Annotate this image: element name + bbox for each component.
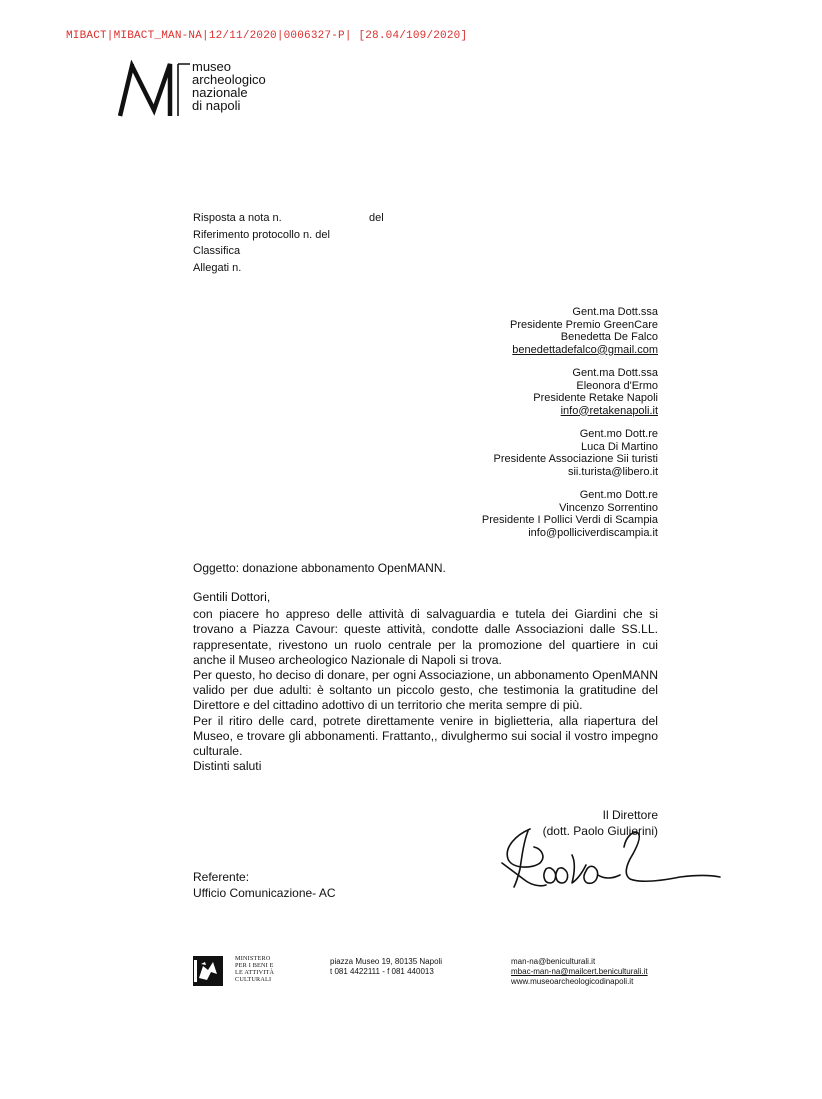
recipient-role: Presidente Premio GreenCare (510, 318, 658, 331)
logo-line-4: di napoli (192, 98, 241, 113)
ref-reply-note: Risposta a nota n. (193, 212, 282, 224)
recipient-2 (482, 367, 658, 417)
ref-attachments: Allegati n. (193, 261, 242, 274)
ministry-line-2: PER I BENI E (235, 962, 274, 969)
recipient-title: Gent.mo Dott.re (579, 428, 658, 440)
footer-website[interactable]: www.museoarcheologicodinapoli.it (511, 977, 634, 986)
recipient-name: Luca Di Martino (580, 440, 658, 453)
recipient-email[interactable]: info@polliciverdiscampia.it (528, 526, 658, 539)
letter-body (193, 590, 658, 774)
mann-logo-icon (118, 60, 190, 118)
ministry-name (235, 955, 274, 983)
protocol-stamp: MIBACT|MIBACT_MAN-NA|12/11/2020|0006327-P| [28.04/109/2020] (66, 30, 468, 42)
ministry-logo-icon (193, 956, 223, 986)
footer-email[interactable]: man-na@beniculturali.it (511, 957, 596, 966)
ministry-line-3: LE ATTIVITÀ (235, 969, 275, 976)
museum-name (192, 60, 266, 112)
recipient-email[interactable]: info@retakenapoli.it (560, 404, 658, 417)
ref-protocol: Riferimento protocollo n. del (193, 228, 330, 241)
recipient-role: Presidente Associazione Sii turisti (493, 453, 658, 465)
ministry-line-4: CULTURALI (235, 976, 272, 983)
logo-line-1: museo (192, 59, 232, 74)
handwritten-signature (500, 825, 722, 895)
recipient-title: Gent.mo Dott.re (579, 489, 658, 501)
recipient-4 (482, 489, 658, 539)
letter-paragraph-3: Per il ritiro delle card, potrete direttamente venire in biglietteria, alla riapertura del Museo, e trovare gli abbonamenti. Frattanto,, divulghermo sui social il vostro impegno culturale. (193, 713, 658, 759)
referente-block (193, 870, 336, 901)
signer-role: Il Direttore (602, 808, 658, 822)
ministry-line-1: MINISTERO (235, 955, 271, 962)
footer-address (330, 957, 442, 977)
letter-paragraph-2: Per questo, ho deciso di donare, per ogni Associazione, un abbonamento OpenMANN valido per due adulti: è soltanto un piccolo gesto, che testimonia la gratitudine del Direttore e del cittadino adottivo di un territorio che merita sempre di più. (193, 668, 658, 713)
recipient-name: Benedetta De Falco (560, 331, 658, 343)
recipient-role: Presidente I Pollici Verdi di Scampia (481, 514, 658, 526)
recipient-1 (482, 306, 658, 356)
recipient-email[interactable]: benedettadefalco@gmail.com (512, 343, 658, 356)
footer-pec-email[interactable]: mbac-man-na@mailcert.beniculturali.it (511, 967, 648, 976)
referente-label: Referente: (193, 870, 250, 884)
letter-subject: Oggetto: donazione abbonamento OpenMANN. (193, 561, 446, 575)
letter-greeting: Gentili Dottori, (193, 590, 271, 604)
letter-closing: Distinti saluti (193, 759, 262, 774)
recipient-name: Eleonora d'Ermo (576, 379, 658, 392)
recipient-title: Gent.ma Dott.ssa (572, 306, 658, 318)
footer-phone-line: t 081 4422111 - f 081 440013 (330, 967, 434, 976)
logo-line-3: nazionale (192, 85, 248, 100)
referente-office: Ufficio Comunicazione- AC (193, 885, 336, 900)
reference-block (193, 210, 384, 276)
recipient-email[interactable]: sii.turista@libero.it (567, 465, 658, 478)
signer-name: (dott. Paolo Giulierini) (542, 823, 658, 838)
ref-reply-del: del (369, 212, 384, 224)
logo-line-2: archeologico (192, 72, 266, 87)
footer-address-line: piazza Museo 19, 80135 Napoli (330, 957, 443, 966)
recipient-name: Vincenzo Sorrentino (559, 501, 658, 514)
recipient-title: Gent.ma Dott.ssa (572, 367, 658, 379)
footer-contacts (511, 957, 648, 987)
recipients-block (482, 306, 658, 550)
recipient-3 (482, 428, 658, 478)
recipient-role: Presidente Retake Napoli (533, 392, 658, 404)
ref-classification: Classifica (193, 245, 241, 257)
letter-paragraph-1: con piacere ho appreso delle attività di salvaguardia e tutela dei Giardini che si trovano a Piazza Cavour: queste attività, condotte dalle Associazioni dalle SS.LL. rappresentate, rivestono un ruolo centrale per la promozione del quartiere in cui anche il Museo archeologico Nazionale di Napoli si trova. (193, 607, 658, 667)
